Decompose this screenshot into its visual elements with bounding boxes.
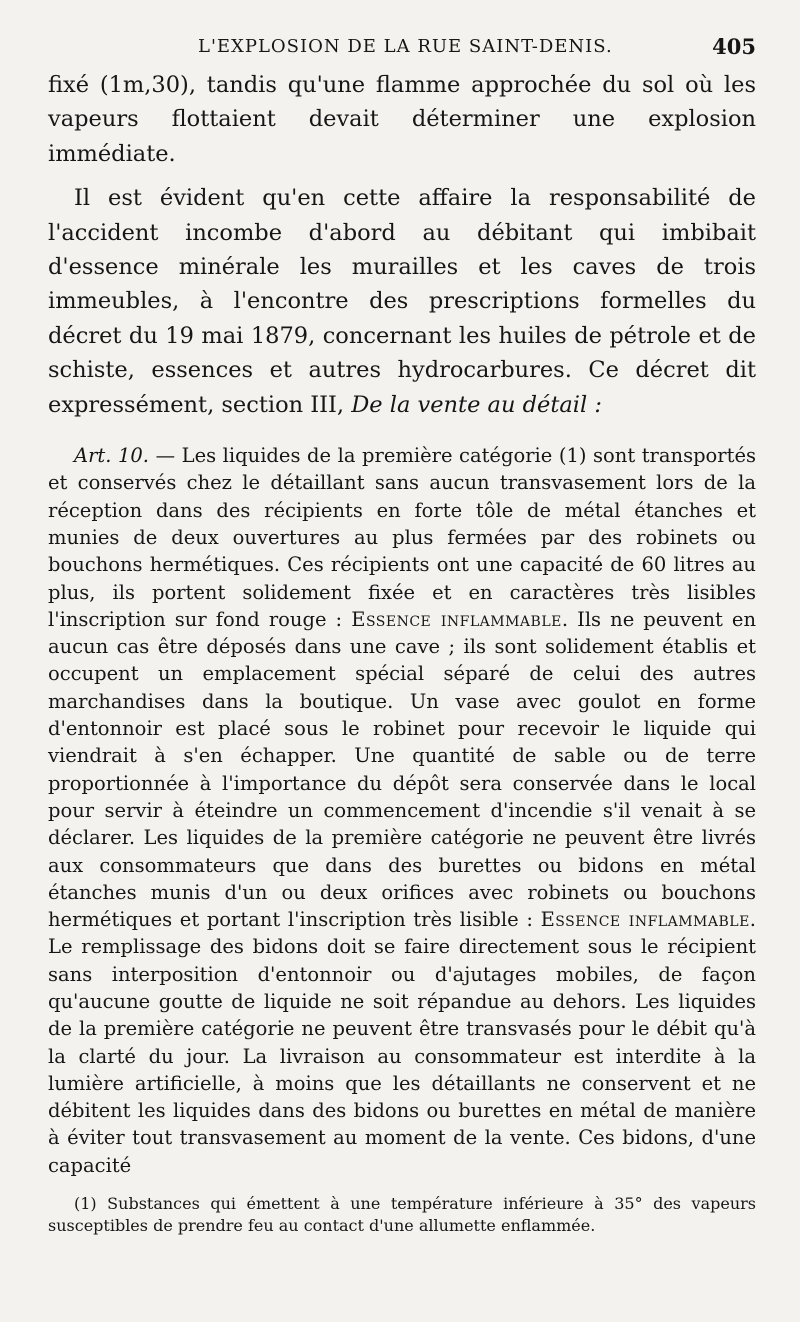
article-text-a: — Les liquides de la première catégorie (1) sont transportés et conservés chez le détaillant sans aucun transvasement lors de la réception dans des récipients en forte tôle de métal étanches et munies de deux ouvertures au plus fermées par des robinets ou bouchons hermétiques. Ces récipients ont une capacité de 60 litres au plus, ils portent solidement fixée et en caractères très lisibles l'inscription sur fond rouge :	[48, 444, 757, 631]
article-text-b: . Ils ne peuvent en aucun cas être déposés dans une cave ; ils sont solidement établis et occupent un emplacement spécial séparé de celui des autres marchandises dans la boutique. Un vase avec goulot en forme d'entonnoir est placé sous le robinet pour recevoir le liquide qui viendrait à s'en échapper. Une quantité de sable ou de terre proportionnée à l'importance du dépôt sera conservée dans le local pour servir à éteindre un commencement d'incendie s'il venait à se déclarer. Les liquides de la première catégorie ne peuvent être livrés aux consommateurs que dans des burettes ou bidons en métal étanches munis d'un ou deux orifices avec robinets ou bouchons hermétiques et portant l'inscription très lisible :	[48, 607, 757, 932]
article-label: Art. 10.	[74, 444, 150, 468]
main-text	[48, 68, 756, 422]
page-number: 405	[712, 34, 756, 59]
footnote-spacer	[48, 1179, 756, 1193]
article-quote	[48, 442, 756, 1179]
footnote: (1) Substances qui émettent à une température inférieure à 35° des vapeurs susceptibles de prendre feu au contact d'une allumette enflammée.	[48, 1194, 756, 1235]
paragraph-2-text: Il est évident qu'en cette affaire la responsabilité de l'accident incombe d'abord au débitant qui imbibait d'essence minérale les murailles et les caves de trois immeubles, à l'encontre des prescriptions formelles du décret du 19 mai 1879, concernant les huiles de pétrole et de schiste, essences et autres hydrocarbures. Ce décret dit expressément, section III,	[48, 185, 756, 418]
inscription-label-2: Essence inflammable	[540, 908, 750, 932]
section-title-italic: De la vente au détail :	[351, 391, 602, 418]
running-title: L'EXPLOSION DE LA RUE SAINT-DENIS.	[198, 36, 613, 57]
inscription-label-1: Essence inflammable	[351, 607, 562, 631]
book-page	[48, 34, 756, 1236]
paragraph-1: fixé (1m,30), tandis qu'une flamme approchée du sol où les vapeurs flottaient devait déterminer une explosion immédiate.	[48, 72, 756, 167]
paragraph-2	[48, 181, 756, 422]
page-header	[48, 34, 756, 68]
article-text-c: . Le remplissage des bidons doit se faire directement sous le récipient sans interposition d'entonnoir ou d'ajutages mobiles, de façon qu'aucune goutte de liquide ne soit répandue au dehors. Les liquides de la première catégorie ne peuvent être transvasés pour le débit qu'à la clarté du jour. La livraison au consommateur est interdite à la lumière artificielle, à moins que les détaillants ne conservent et ne débitent les liquides dans des bidons ou burettes en métal de manière à éviter tout transvasement au moment de la vente. Ces bidons, d'une capacité	[48, 908, 756, 1177]
article-paragraph	[48, 442, 756, 1179]
